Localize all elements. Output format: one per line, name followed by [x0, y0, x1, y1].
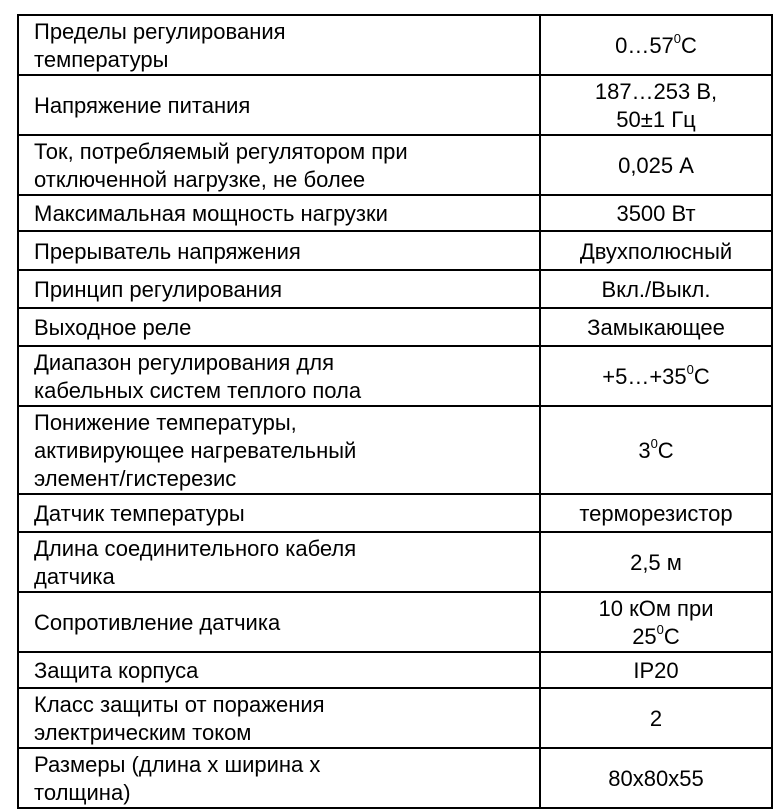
table-row	[18, 592, 772, 652]
value-cell: 2,5 м	[540, 532, 772, 592]
parameter-cell: Максимальная мощность нагрузки	[18, 195, 540, 231]
table-row	[18, 652, 772, 688]
value-cell: терморезистор	[540, 494, 772, 532]
value-cell: Замыкающее	[540, 308, 772, 346]
value-cell: 3500 Вт	[540, 195, 772, 231]
parameter-cell: Выходное реле	[18, 308, 540, 346]
parameter-cell: Прерыватель напряжения	[18, 231, 540, 270]
parameter-cell: Понижение температуры, активирующее нагревательный элемент/гистерезис	[18, 406, 540, 494]
parameter-cell: Ток, потребляемый регулятором при отключенной нагрузке, не более	[18, 135, 540, 195]
value-cell: 10 кОм при $25^0С$	[540, 592, 772, 652]
parameter-cell: Сопротивление датчика	[18, 592, 540, 652]
value-cell: $+5\dots+35^0С$	[540, 346, 772, 406]
parameter-cell: Размеры (длина х ширина х толщина)	[18, 748, 540, 808]
parameter-cell: Диапазон регулирования для кабельных систем теплого пола	[18, 346, 540, 406]
parameter-cell: Напряжение питания	[18, 75, 540, 135]
value-cell: 80х80х55	[540, 748, 772, 808]
table-row	[18, 688, 772, 748]
table-row	[18, 195, 772, 231]
parameter-cell: Принцип регулирования	[18, 270, 540, 308]
parameter-cell: Защита корпуса	[18, 652, 540, 688]
table-row	[18, 15, 772, 75]
table-row	[18, 346, 772, 406]
table-row	[18, 270, 772, 308]
value-cell: $0\dots 57^0С$	[540, 15, 772, 75]
table-row	[18, 748, 772, 808]
table-row	[18, 308, 772, 346]
table-row	[18, 494, 772, 532]
value-cell: IP20	[540, 652, 772, 688]
value-cell: 0,025 А	[540, 135, 772, 195]
specifications-table	[17, 14, 773, 809]
table-row	[18, 532, 772, 592]
parameter-cell: Датчик температуры	[18, 494, 540, 532]
value-cell: $3^0С$	[540, 406, 772, 494]
table-row	[18, 75, 772, 135]
table-row	[18, 135, 772, 195]
parameter-cell: Пределы регулирования температуры	[18, 15, 540, 75]
table-row	[18, 406, 772, 494]
table-row	[18, 231, 772, 270]
parameter-cell: Длина соединительного кабеля датчика	[18, 532, 540, 592]
value-cell: 187…253 В, 50±1 Гц	[540, 75, 772, 135]
parameter-cell: Класс защиты от поражения электрическим током	[18, 688, 540, 748]
value-cell: 2	[540, 688, 772, 748]
value-cell: Двухполюсный	[540, 231, 772, 270]
value-cell: Вкл./Выкл.	[540, 270, 772, 308]
